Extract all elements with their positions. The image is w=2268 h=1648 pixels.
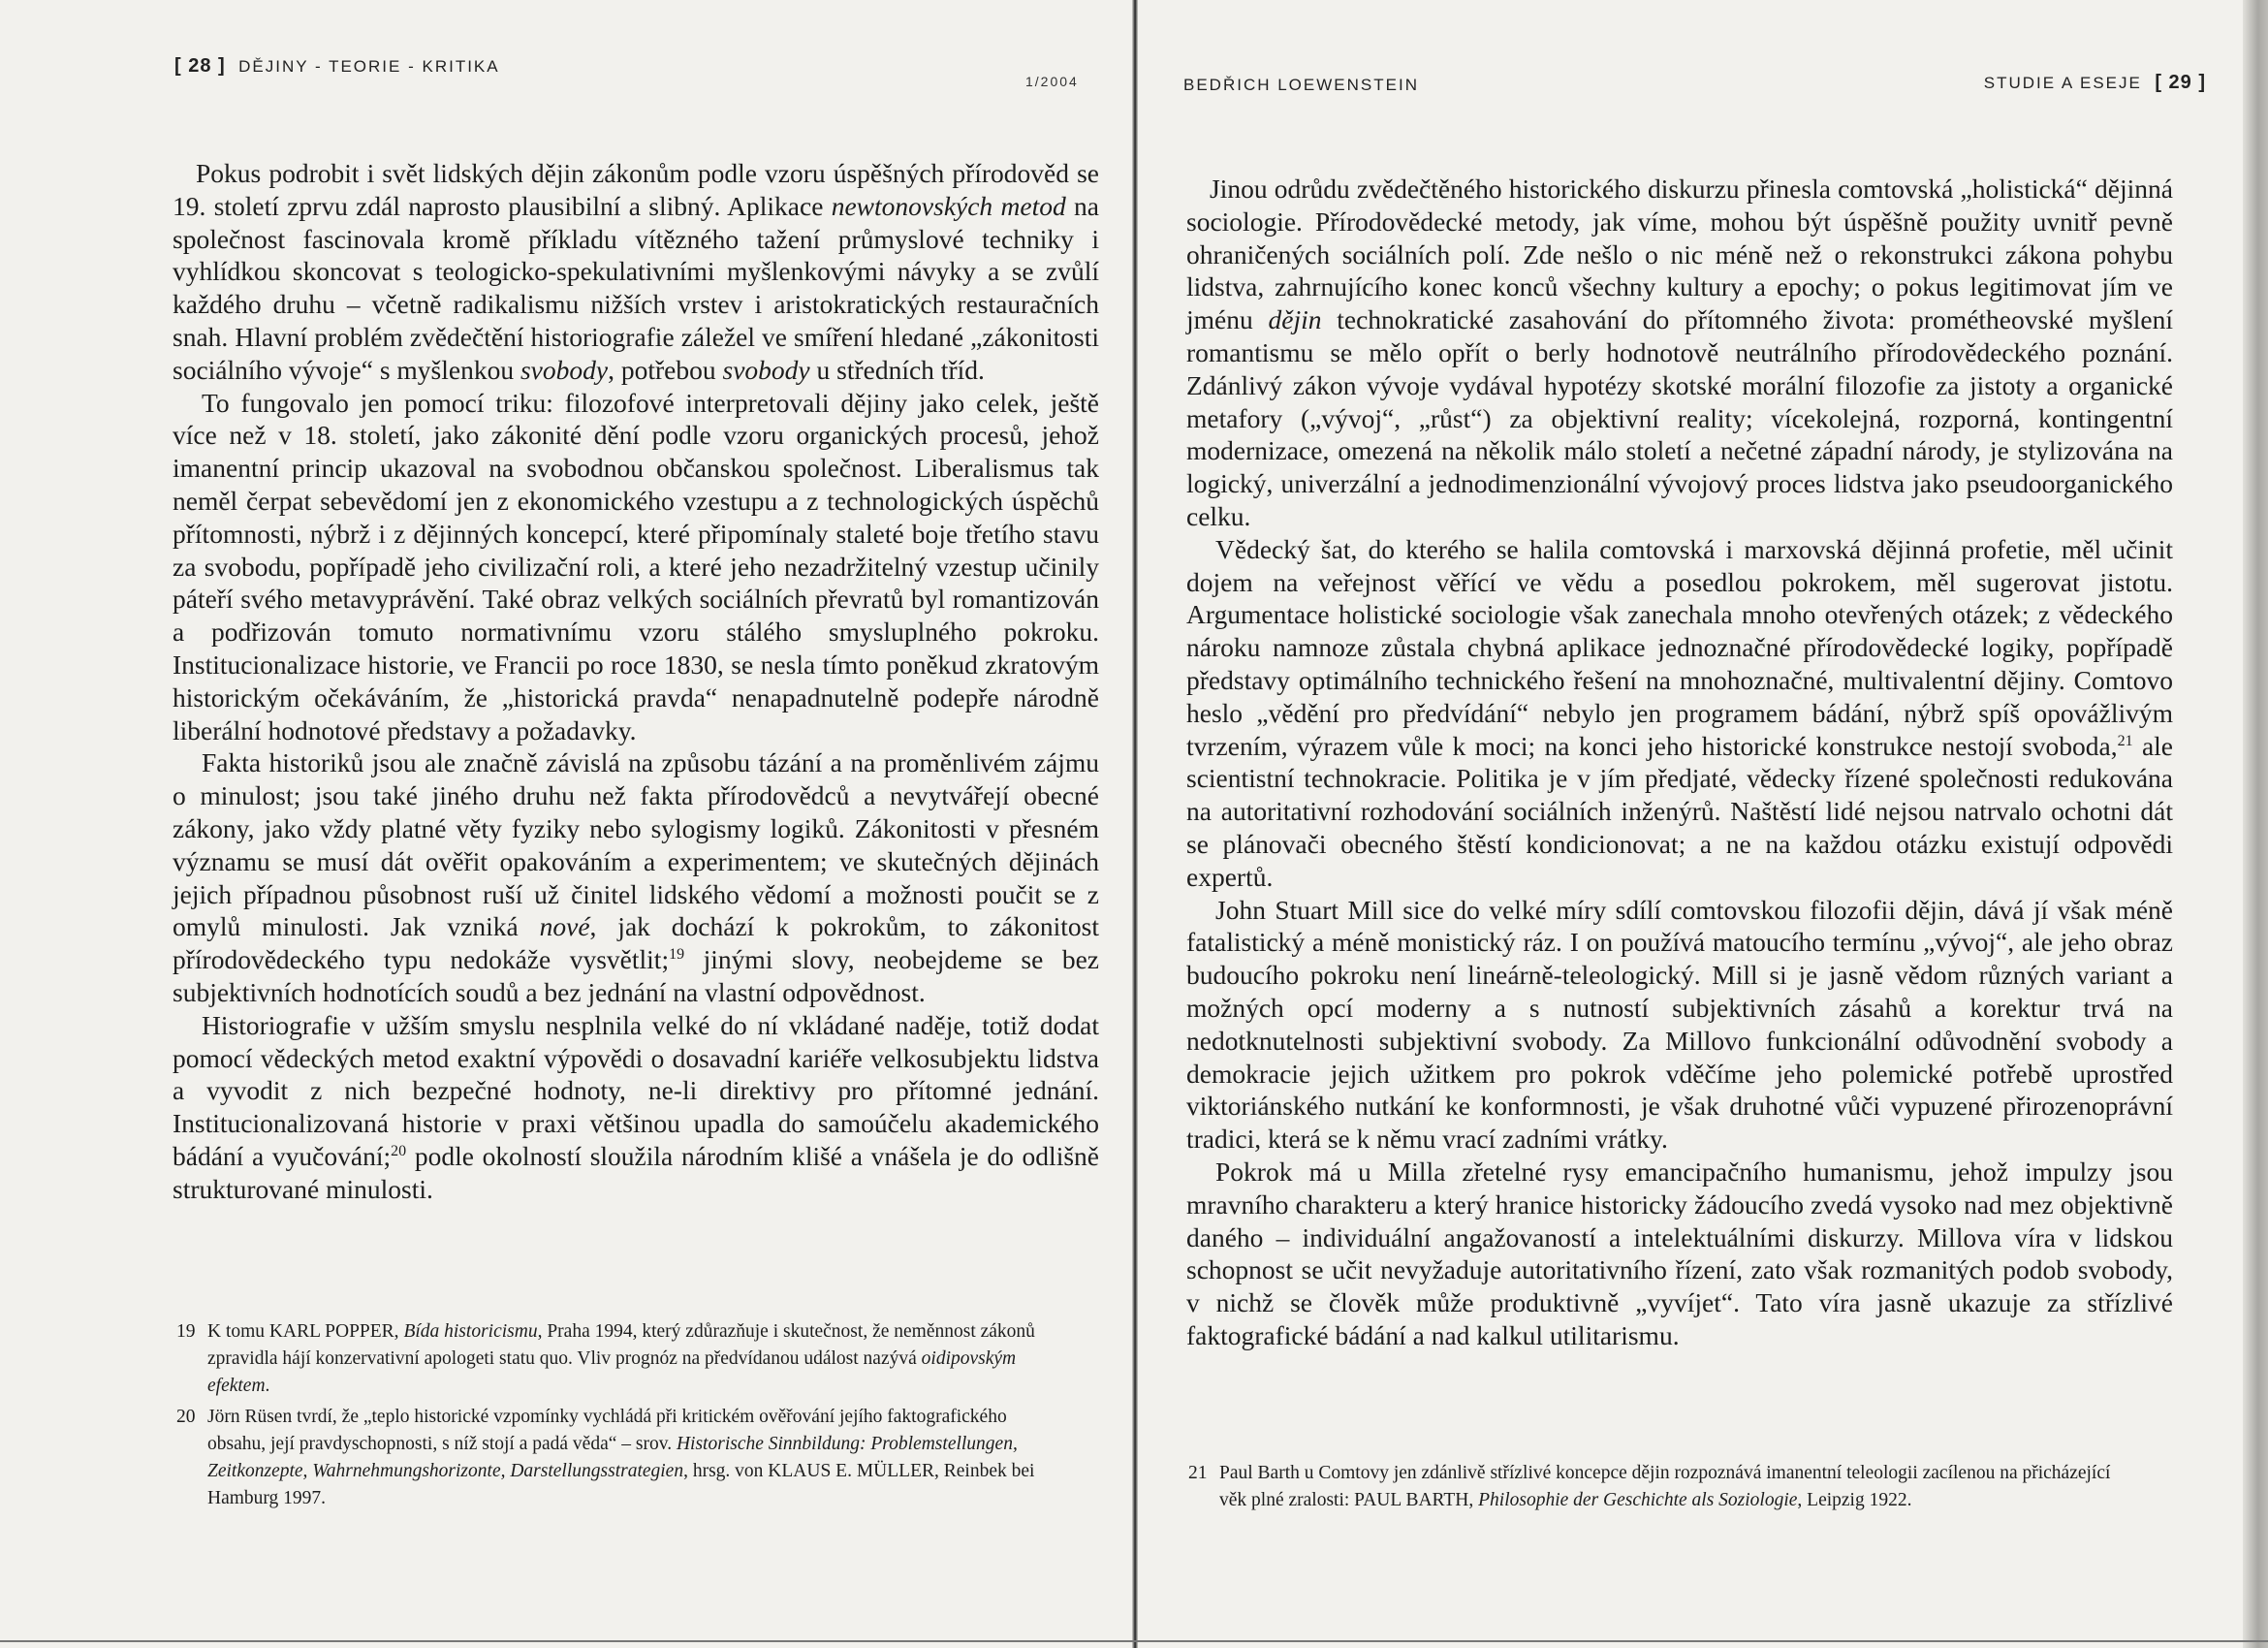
footnote-title: Bída historicismu (403, 1321, 538, 1342)
footnote-text: . (265, 1376, 270, 1396)
left-page (0, 0, 1132, 1648)
page-edge (2243, 0, 2268, 1648)
right-page (1140, 0, 2245, 1648)
footnote-term: oidipovským efektem (207, 1348, 1017, 1396)
right-footnotes (1188, 1460, 2119, 1518)
paragraph: Pokrok má u Milla zřetelné rysy emancipačního humanismu, jehož impulzy jsou mravního charakteru a který hranice historicky žádoucího zvedá vysoko nad mez objektivně daného – individuální angažovaností a intelektuálními diskurzy. Millova víra v lidskou schopnost se učit nevyžaduje autoritativního řízení, zato však rozmanitých podob svobody, v nichž se člověk může produktivně „vyvíjet“. Tato víra jasně ukazuje za střízlivé faktografické bádání a nad kalkul utilitarismu. (1186, 1156, 2173, 1350)
paragraph (173, 157, 1099, 387)
emphasis: nové (539, 911, 590, 942)
right-page-number: [ 29 ] (2155, 72, 2206, 93)
footnote-text: Paul Barth u Comtovy jen zdánlivě střízlivé koncepce dějin rozpoznává imanentní teleologii zacílenou na přicházející věk plné zralosti: PAUL BARTH, (1219, 1463, 2111, 1510)
footnote-ref[interactable]: 19 (669, 945, 685, 963)
paragraph-text: podle okolností sloužila národním klišé a vnášela je do odlišně strukturované minulosti. (173, 1140, 1099, 1204)
footnote-19 (176, 1318, 1049, 1400)
paragraph-text: technokratické zasahování do přítomného života: prométheovské myšlení romantismu se mělo opřít o berly hodnotově neutrálního přírodovědeckého poznání. Zdánlivý zákon vývoje vydával hypotézy skotské morální filozofie za jistoty a organické metafory („vývoj“, „růst“) za objektivní reality; vícekolejná, rozporná, kontingentní modernizace, omezená na několik málo století a nečetné západní národy, je stylizována na logický, univerzální a jednodimenzionální vývojový proces lidstva jako pseudoorganického celku. (1186, 304, 2173, 531)
emphasis: svobody (722, 354, 810, 385)
footnote-21 (1188, 1460, 2119, 1514)
emphasis: svobody (520, 354, 609, 385)
paragraph-text: Jinou odrůdu zvědečtěného historického diskurzu přinesla comtovská „holistická“ dějinná sociologie. Přírodovědecké metody, jak víme, mohou být úspěšně použity uvnitř pevně ohraničených sociálních polí. Zde nešlo o nic méně než o rekonstrukci zákona pohybu lidstva, zahrnujícího konec konců všechny kultury a epochy; o pokus legitimovat jím ve jménu (1186, 174, 2173, 335)
footnote-title: Historische Sinnbildung: Problemstellungen, Zeitkonzepte, Wahrnehmungshorizonte, Darstellungsstrategien (207, 1434, 1018, 1481)
paragraph (1186, 173, 2173, 533)
footnote-text: K tomu KARL POPPER, (207, 1321, 404, 1342)
emphasis: dějin (1268, 304, 1322, 335)
footnote-number: 19 (176, 1321, 196, 1342)
footnote-text: Jörn Rüsen tvrdí, že „teplo historické vzpomínky vychládá při kritickém ověřování jejího faktografického obsahu, její pravdyschopnosti, s níž stojí a padá věda“ – srov. (207, 1407, 1007, 1454)
paragraph: To fungovalo jen pomocí triku: filozofové interpretovali dějiny jako celek, ještě více než v 18. století, jako zákonité dění podle vzoru organických procesů, jehož imanentní princip ukazoval na svobodnou občanskou společnost. Liberalismus tak neměl čerpat sebevědomí jen z ekonomického vzestupu a z technologických úspěchů přítomnosti, nýbrž i z dějinných koncepcí, které připomínaly staleté boje třetího stavu za svobodu, popřípadě jeho civilizační roli, a které jeho nezadržitelný vzestup učinily páteří svého metavyprávění. Také obraz velkých sociálních převratů byl romantizován a podřizován tomuto normativnímu vzoru stálého smysluplného pokroku. Institucionalizace historie, ve Francii po roce 1830, se nesla tímto poněkud zkratovým historickým očekáváním, že „historická pravda“ nenapadnutelně podepře národně liberální hodnotové představy a požadavky. (173, 387, 1099, 745)
footnote-title: Philosophie der Geschichte als Soziologie (1478, 1490, 1798, 1510)
right-running-head (1857, 72, 2206, 94)
paragraph (1186, 533, 2173, 894)
bottom-rule (0, 1640, 2268, 1642)
book-gutter (1132, 0, 1138, 1648)
paragraph: John Stuart Mill sice do velké míry sdílí comtovskou filozofii dějin, dává jí však méně fatalistický a méně monistický ráz. I on používá matoucího termínu „vývoj“, ale jeho obraz budoucího pokroku není lineárně-teleologický. Mill si je jasně vědom různých variant a možných opcí moderny a s nutností subjektivních zásahů a korektur trvá na nedotknutelnosti subjektivní svobody. Za Millovo funkcionální odůvodnění svobody a demokracie jejich užitkem pro pokrok vděčíme jeho polemické potřebě uprostřed viktoriánského nutkání ke konformnosti, je však druhotné vůči vypuzené přirozenoprávní tradici, která se k němu vrací zadními vrátky. (1186, 894, 2173, 1155)
footnote-number: 20 (176, 1407, 196, 1427)
journal-title: DĚJINY - TEORIE - KRITIKA (238, 57, 500, 76)
paragraph (173, 1009, 1099, 1206)
left-body-text (173, 157, 1099, 1206)
paragraph-text: jinými slovy, neobejdeme se bez subjektivních hodnotících soudů a bez jednání na vlastní odpovědnost. (173, 944, 1099, 1007)
section-title: STUDIE A ESEJE (1983, 74, 2142, 92)
left-footnotes (176, 1318, 1049, 1516)
footnote-text: , Praha 1994, který zdůrazňuje i skutečnost, že neměnnost zákonů zpravidla hájí konzervativní apologeti statu quo. Vliv prognóz na předvídanou událost nazývá (207, 1321, 1035, 1369)
paragraph (173, 746, 1099, 1008)
left-running-head (174, 55, 500, 78)
issue-number: 1/2004 (1025, 74, 1079, 89)
footnote-number: 21 (1188, 1463, 1208, 1483)
footnote-text: , Leipzig 1922. (1797, 1490, 1912, 1510)
right-running-head-author: BEDŘICH LOEWENSTEIN (1183, 76, 1419, 94)
footnote-ref[interactable]: 21 (2117, 732, 2133, 749)
paragraph-text: Vědecký šat, do kterého se halila comtovská i marxovská dějinná profetie, měl učinit dojem na veřejnost věřící ve vědu a posedlou pokrokem, měl sugerovat jistotu. Argumentace holistické sociologie však zanechala mnoho otevřených otázek; z vědeckého nároku namnoze zůstala chybná aplikace jednoznačné přírodovědecké logiky, popřípadě představy optimálního technického řešení na mnohoznačné, multivalentní dějiny. Comtovo heslo „vědění pro předvídání“ nebylo jen programem bádání, nýbrž spíš opovážlivým tvrzením, výrazem vůle k moci; na konci jeho historické konstrukce nestojí svoboda, (1186, 533, 2173, 761)
emphasis: newtonovských metod (831, 190, 1066, 221)
right-body-text (1186, 173, 2173, 1352)
left-page-number: [ 28 ] (174, 55, 226, 77)
footnote-text: , hrsg. von KLAUS E. MÜLLER, Reinbek bei Hamburg 1997. (207, 1461, 1035, 1508)
footnote-20 (176, 1404, 1049, 1512)
paragraph-text: Pokus podrobit i svět lidských dějin zákonům podle vzoru úspěšných přírodověd se 19. století zprvu zdál naprosto plausibilní a slibný. Aplikace newtonovských metod na společnost fascinovala kromě příkladu vítězného tažení průmyslové techniky i vyhlídkou skoncovat s teologicko-spekulativními myšlenkovými návyky a se zvůlí každého druhu – včetně radikalismu nižších vrstev i aristokratických restauračních snah. Hlavní problém zvědečtění historiografie záležel ve smíření hledané „zákonitosti sociálního vývoje“ s myšlenkou svobody, potřebou svobody u středních tříd. (173, 158, 1099, 385)
paragraph-text: Historiografie v užším smyslu nesplnila velké do ní vkládané naděje, totiž dodat pomocí vědeckých metod exaktní výpovědi o dosavadní kariéře velkosubjektu lidstva a vyvodit z nich bezpečné hodnoty, ne-li direktivy pro přítomné jednání. Institucionalizovaná historie v praxi většinou upadla do samoúčelu akademického bádání a vyučování; (173, 1009, 1099, 1171)
paragraph-text: ale scientistní technokracie. Politika je v jím předjaté, vědecky řízené společnosti redukována na autoritativní rozhodování sociálních inženýrů. Naštěstí lidé nejsou natrvalo ochotni dát se plánovači obecného štěstí kondicionovat; a ne na každou otázku existují odpovědi expertů. (1186, 730, 2173, 892)
footnote-ref[interactable]: 20 (391, 1142, 407, 1159)
paragraph-text: Fakta historiků jsou ale značně závislá na způsobu tázání a na proměnlivém zájmu o minulost; jsou také jiného druhu než fakta přírodovědců a nevytvářejí obecné zákony, jako vždy platné věty fyziky nebo sylogismy logiků. Zákonitosti v přesném významu se musí dát ověřit opakováním a experimentem; ve skutečných dějinách jejich případnou působnost ruší už činitel lidského vědomí a možnosti poučit se z omylů minulosti. Jak vzniká nové, jak dochází k pokrokům, to zákonitost přírodovědeckého typu nedokáže vysvětlit; (173, 747, 1099, 975)
